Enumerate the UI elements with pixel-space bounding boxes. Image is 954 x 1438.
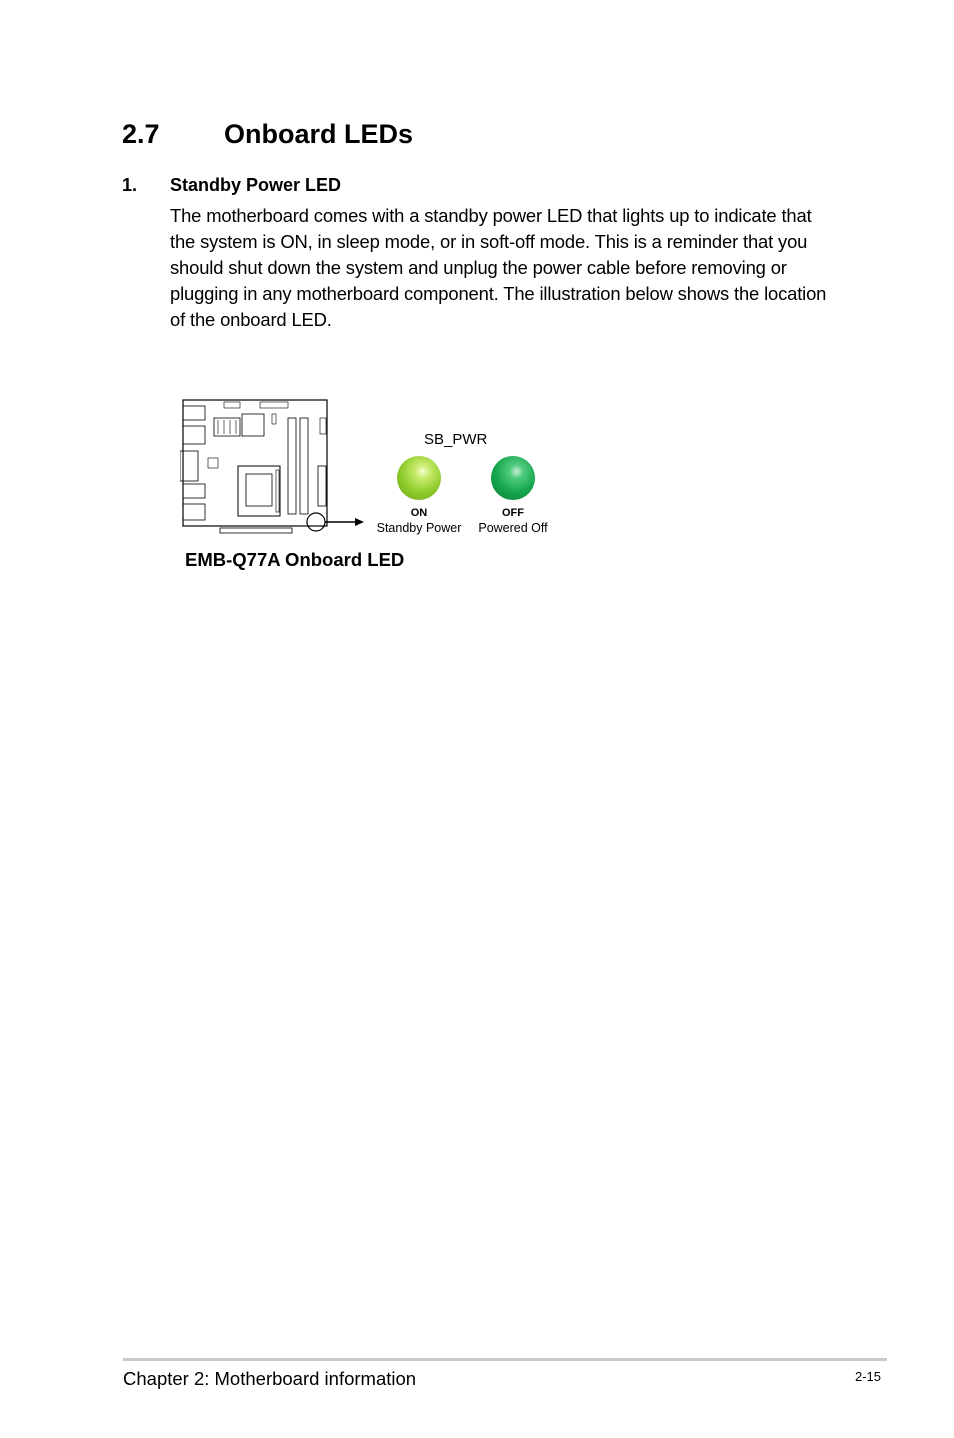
rear-port-4 (183, 504, 205, 520)
led-on-state: ON (410, 507, 428, 519)
section-number: 2.7 (122, 119, 160, 149)
rear-port-1 (183, 406, 205, 420)
led-off-icon (491, 456, 535, 500)
item-number: 1. (122, 175, 138, 195)
rear-port-3 (183, 484, 205, 498)
cpu-socket (238, 466, 280, 516)
footer-divider (123, 1358, 887, 1361)
footer-chapter: Chapter 2: Motherboard information (123, 1368, 417, 1389)
item-title: Standby Power LED (170, 175, 342, 195)
pcie-slot (220, 528, 292, 533)
header-top-2 (260, 402, 288, 408)
motherboard-diagram (180, 396, 365, 536)
dimm-slot-2 (300, 418, 308, 514)
header-top-3 (272, 414, 276, 424)
header-top (224, 402, 240, 408)
atx-power (318, 466, 326, 506)
item-body-text: The motherboard comes with a standby power LED that lights up to indicate that the system is ON, in sleep mode, or in soft-off mode. This is a reminder that you should shut down the system and unplug the power cable before removing or plugging in any motherboard component. The illustration below shows the location of the onboard LED. (170, 205, 827, 330)
small-chip (208, 458, 218, 468)
cpu-socket-inner (246, 474, 272, 506)
led-name-label: SB_PWR (424, 431, 488, 448)
led-off-description: Powered Off (478, 521, 548, 535)
side-header (320, 418, 326, 434)
led-on-icon (397, 456, 441, 500)
figure-caption: EMB-Q77A Onboard LED (185, 549, 405, 570)
cpu-lever (276, 470, 279, 512)
led-on-description: Standby Power (376, 521, 462, 535)
rear-port-2 (183, 426, 205, 444)
led-off-state: OFF (502, 507, 524, 519)
footer-page-number: 2-15 (855, 1369, 882, 1384)
dimm-slot-1 (288, 418, 296, 514)
led-location-highlight (307, 513, 325, 531)
chip (242, 414, 264, 436)
section-title: Onboard LEDs (224, 119, 414, 149)
pointer-arrow-icon (355, 518, 364, 526)
